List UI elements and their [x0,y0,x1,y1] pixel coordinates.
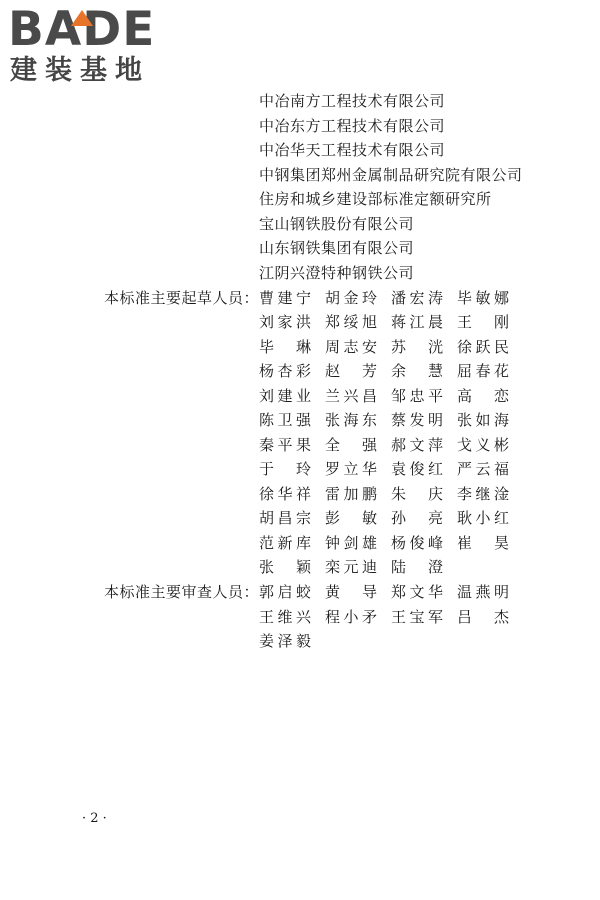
logo-wordmark: BADE [8,2,156,57]
drafter-name: 潘宏涛 [391,288,443,307]
drafter-name: 耿小红 [457,509,509,527]
drafter-name: 周志安 [325,337,377,356]
logo-subtitle: 建装基地 [10,55,150,86]
drafter-name: 毕敏娜 [457,288,509,307]
drafter-name: 秦平果 [259,435,311,454]
drafter-name: 赵芳 [325,362,377,380]
drafter-name: 于玲 [259,460,311,478]
drafter-name: 郝文萍 [391,435,443,454]
drafter-name: 陆澄 [391,558,443,576]
drafter-name: 戈义彬 [457,435,509,454]
bade-logo [8,4,178,90]
drafter-name: 朱庆 [391,484,443,503]
organization-item: 宝山钢铁股份有限公司 [259,214,415,233]
drafter-name: 高恋 [457,386,509,405]
drafter-name: 李继淦 [457,484,509,503]
drafters-label: 本标准主要起草人员： [104,288,260,307]
logo-accent-triangle [71,10,93,26]
organization-item: 江阴兴澄特种钢铁公司 [259,263,415,282]
drafter-name: 蔡发明 [391,411,443,429]
drafter-name: 胡昌宗 [259,509,311,527]
organization-item: 中冶东方工程技术有限公司 [259,116,446,135]
drafter-name: 刘建业 [259,386,311,405]
drafter-name: 徐跃民 [457,337,509,356]
drafter-name: 邹忠平 [391,386,443,405]
reviewer-name: 程小矛 [325,607,377,626]
drafter-name: 胡金玲 [325,288,377,307]
drafter-name: 屈春花 [457,362,509,380]
drafter-name: 余慧 [391,362,443,380]
drafter-name: 张颖 [259,558,311,576]
page-number: · 2 · [82,811,107,826]
drafters-name-grid [259,286,523,580]
drafter-name: 郑绥旭 [325,313,377,331]
drafter-name: 钟剑雄 [325,533,377,552]
drafter-name: 严云福 [457,460,509,478]
drafter-name: 崔昊 [457,533,509,552]
drafter-name: 杨杏彩 [259,362,311,380]
drafter-name: 彭敏 [325,509,377,527]
drafter-name: 栾元迪 [325,558,377,576]
drafter-name: 杨俊峰 [391,533,443,552]
reviewers-label: 本标准主要审查人员： [104,583,260,601]
drafter-name: 全强 [325,435,377,454]
drafter-name: 毕琳 [259,337,311,356]
reviewer-name: 王宝军 [391,607,443,626]
drafter-name: 雷加鹏 [325,484,377,503]
drafter-name: 苏洸 [391,337,443,356]
organization-item: 中钢集团郑州金属制品研究院有限公司 [259,165,523,184]
organization-item: 山东钢铁集团有限公司 [259,239,415,257]
drafter-name: 刘家洪 [259,313,311,331]
reviewer-name: 姜泽毅 [259,632,311,650]
reviewer-name: 王维兴 [259,607,311,626]
drafter-name: 罗立华 [325,460,377,478]
organization-item: 中冶华天工程技术有限公司 [259,141,446,159]
organization-item: 住房和城乡建设部标准定额研究所 [259,190,492,208]
reviewer-name: 郑文华 [391,583,443,601]
reviewer-name: 温燕明 [457,583,509,601]
drafter-name: 徐华祥 [259,484,311,503]
reviewer-name: 黄导 [325,583,377,601]
organization-item: 中冶南方工程技术有限公司 [259,92,446,110]
drafter-name: 张如海 [457,411,509,429]
participating-organizations-list [259,89,523,285]
drafter-name: 孙亮 [391,509,443,527]
reviewer-name: 郭启蛟 [259,583,311,601]
drafter-name: 陈卫强 [259,411,311,429]
drafter-name: 兰兴昌 [325,386,377,405]
drafter-name: 曹建宁 [259,288,311,307]
drafter-name: 袁俊红 [391,460,443,478]
drafter-name: 张海东 [325,411,377,429]
reviewers-name-grid [259,580,523,654]
drafter-name: 王刚 [457,313,509,331]
drafter-name: 蒋江晨 [391,313,443,331]
reviewer-name: 吕杰 [457,607,509,626]
drafter-name: 范新库 [259,533,311,552]
